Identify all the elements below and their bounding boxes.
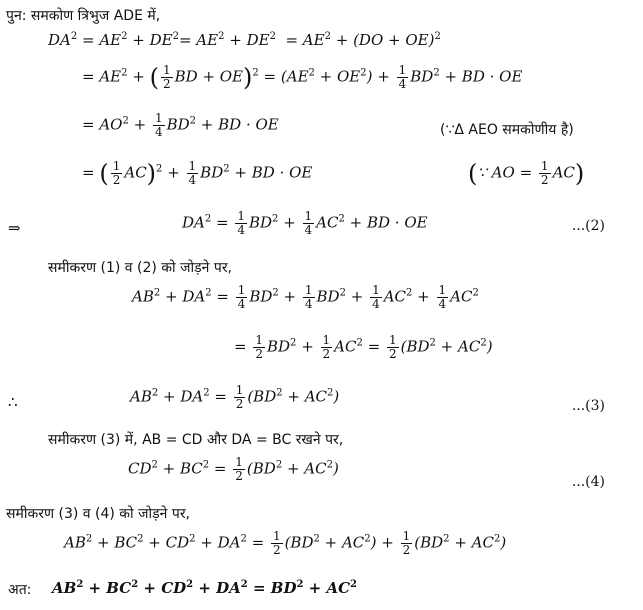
heading-text: पुन: समकोण त्रिभुज ADE में, [6,8,161,24]
step-joining-1-2: समीकरण (1) व (2) को जोड़ने पर, [48,260,232,276]
implies-symbol: ⇒ [8,219,21,237]
equation-line-10: $AB^2 + BC^2 + CD^2 + DA^2$ = $\frac{1}{2}$ $(BD^2 + AC^2)$ + $\frac{1}{2}$ $(BD^2 + AC^2)$ [64,529,507,557]
equation-line-9: $CD^2 + BC^2$ = $\frac{1}{2}$ $(BD^2 + AC^2)$ [128,455,339,483]
eq-ref-3: ...(3) [571,398,605,414]
equation-line-5: $DA^2$ = $\frac{1}{4}$ $BD^2$ + $\frac{1}{4}$ $AC^2$ + BD · OE [182,209,428,237]
equation-line-8: $AB^2 + DA^2$ = $\frac{1}{2}$ $(BD^2 + AC^2)$ [130,383,340,411]
note-right-angle: (∵Δ AEO समकोणीय है) [440,122,574,138]
equation-line-7: = $\frac{1}{2}$ $BD^2$ + $\frac{1}{2}$ $AC^2$ = $\frac{1}{2}$ $(BD^2 + AC^2)$ [234,333,493,361]
equation-line-3: = $AO^2$ + $\frac{1}{4}$ $BD^2$ + BD · OE [82,111,279,139]
note-ao: (∵ AO = $\frac{1}{2}$ AC) [468,159,585,188]
equation-line-2: = $AE^2$ + ( $\frac{1}{2}$ BD + $OE)^2 = (AE^2 + OE^2)$ + $\frac{1}{4}$ $BD^2$ + BD · OE [82,63,523,92]
eq-ref-4: ...(4) [571,474,605,490]
hence-label: अत: [8,582,32,598]
equation-line-6: $AB^2 + DA^2$ = $\frac{1}{4}$ $BD^2$ + $\frac{1}{4}$ $BD^2$ + $\frac{1}{4}$ $AC^2$ + $\frac{1}{4}$ $AC^2$ [132,283,479,311]
eq-ref-2: ...(2) [571,218,605,234]
final-result: $AB^2 + BC^2 + CD^2 + DA^2 = BD^2 + AC^2$ [52,579,357,597]
therefore-symbol: ∴ [8,393,18,411]
step-joining-3-4: समीकरण (3) व (4) को जोड़ने पर, [6,506,190,522]
equation-line-4: = ( $\frac{1}{2}$ AC)$^2$ + $\frac{1}{4}$ $BD^2$ + BD · OE [82,159,313,188]
equation-line-1: $DA^2 = AE^2 + DE^2= AE^2 + DE^2 = AE^2 + (DO + OE)^2$ [48,31,441,49]
step-put: समीकरण (3) में, AB = CD और DA = BC रखने पर, [48,432,344,448]
